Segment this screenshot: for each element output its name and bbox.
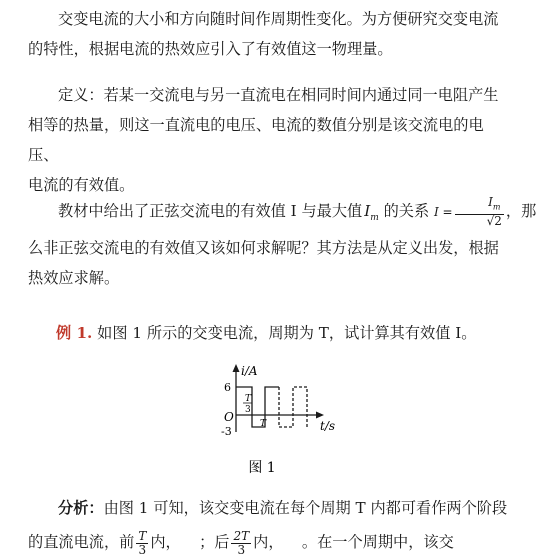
frac2-num: 2T [233,528,250,543]
paragraph-textbook [28,195,536,293]
figure-caption: 图 1 [248,460,276,476]
annot-t3-num: T [245,394,252,404]
y-axis-arrow [233,364,240,372]
formula-num-letter: I [488,195,493,210]
analysis-l2-b: 内， [150,533,174,551]
analysis-paragraph [28,493,508,557]
paragraph-intro [28,4,500,64]
textbook-line-2: 么非正弦交流电的有效值又该如何求解呢？其方法是从定义出发，根据 [28,239,499,258]
x-axis-label: t/s [320,419,336,433]
annot-t3-den: 3 [245,405,251,415]
textbook-line-3: 热效应求解。 [28,269,120,288]
paragraph-definition [28,80,500,200]
analysis-label: 分析： [58,499,104,517]
example-label: 例 1. [56,324,93,342]
analysis-l2-d: 内， [253,533,276,551]
analysis-l2-a: 的直流电流，前 [28,533,135,551]
intro-line-1: 交变电流的大小和方向随时间作周期性变化。为方便研究交变电流 [58,10,499,28]
annotation-t-over-3 [243,394,252,415]
definition-line-2: 相等的热量，则这一直流电的电压、电流的数值分别是该交流电的电压、 [28,116,484,164]
formula-numerator [455,196,504,214]
y-axis-label: i/A [241,364,258,378]
example-text: 如图 1 所示的交变电流，周期为 T，试计算其有效值 I。 [97,324,477,342]
intro-line-2: 的特性，根据电流的热效应引入了有效值这一物理量。 [28,40,393,58]
x-axis-arrow [316,412,324,419]
analysis-line1-text: 由图 1 可知，该交变电流在每个周期 T 内都可看作两个阶段 [103,499,508,517]
definition-line-1: 定义：若某一交流电与另一直流电在相同时间内通过同一电阻产生 [58,86,499,104]
tick-label-6: 6 [224,381,231,394]
im-letter: I [364,202,371,220]
formula-lhs: I = [433,205,453,219]
annotation-t: T [260,419,267,429]
waveform-period-1 [236,387,279,427]
textbook-text-a: 教材中给出了正弦交流电的有效值 I 与最大值 [58,202,363,220]
textbook-line-1 [28,195,536,233]
formula-fraction [455,196,504,227]
im-symbol [364,202,379,224]
waveform-period-2 [279,387,307,427]
analysis-l2-e: 。在一个周期中，该交 [301,533,454,551]
analysis-l2-c: ；后 [199,533,230,551]
textbook-text-c: ，那 [505,202,536,220]
tick-label-neg3: -3 [221,425,232,438]
analysis-line-2 [28,527,500,557]
formula-denominator: √2 [486,213,502,228]
definition-line-3: 电流的有效值。 [28,176,135,194]
frac1-num: T [138,528,147,543]
im-subscript: m [370,213,379,224]
fraction-2t-3 [231,530,251,557]
fraction-t-3 [136,530,148,557]
figure-1 [0,360,525,500]
origin-label: O [224,410,234,424]
textbook-text-b: 的关系 [383,202,430,220]
frac2-den: 3 [237,542,246,557]
analysis-line-1 [28,493,508,523]
formula-num-sub: m [492,202,501,212]
example-1 [28,318,500,348]
frac1-den: 3 [138,542,147,557]
